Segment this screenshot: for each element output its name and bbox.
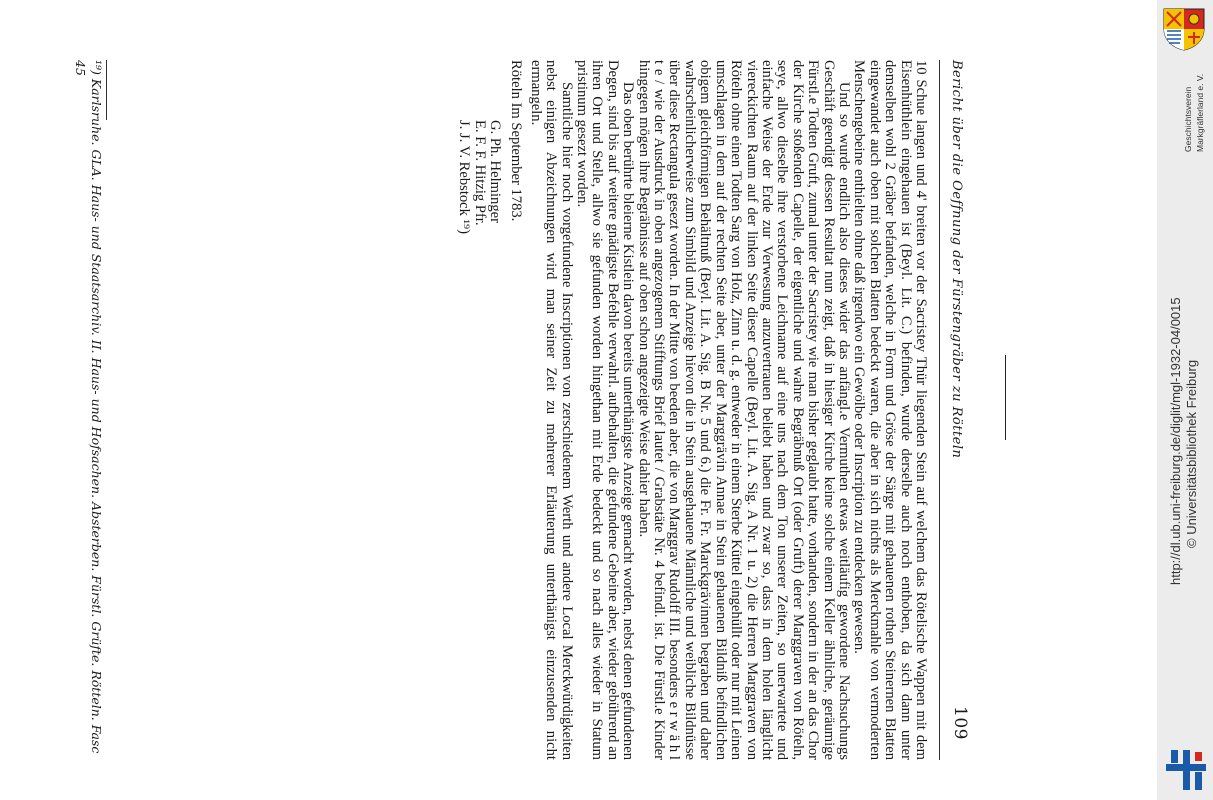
section-divider bbox=[1005, 355, 1006, 440]
running-title: Bericht über die Oeffnung der Fürstengräber zu Rötteln bbox=[949, 60, 964, 459]
footnote: ¹⁹) Karlsruhe. GLA. Haus- und Staatsarchiv. II. Haus- und Hofsachen. Absterben. Fürstl. Grüfte. Rötteln. Fasc 45 bbox=[73, 60, 104, 754]
place-date: Röteln Im September 1783. bbox=[508, 60, 525, 222]
paragraph: Und so wurde endlich also dieses wider das anfängl.e Vermuthen etwas weitläufig gewordene Nachsuchungs Geschäft geendigt dessen Resultat nun zeigt, daß in hiesiger Kirche keine solche einem Keller ähnliche, geräumige Fürstl.e Todten Gruft, zumal unter der Sacristey wie man bisher geglaubt hatte, vorhanden, sondern in der an das Chor der Kirche stoßenden Capelle, der eigentliche und wahre Begräbnuß Ort (oder Gruft) derer Marggraven von Röteln, seye, allwo dieselbe ihre verstorbene Leichname auf eine uns nach dem Ton unserer Zeiten, so unerwartete und einfache Weise der Erde zur Verwesung anzuvertrauen beliebt haben und zwar so, dass in dem holen länglicht viereckichten Raum auf der linken Seite dieser Capelle (Beyl. Lit. A. Sig. A Nr. 1 u. 2) die Herren Marggraven von Röteln ohne einen Todten Sarg von Holz, Zinn u. d. g. entweder in einem Sterbe Küttel eingehüllt oder nur mit Leinen umschlagen in dem auf der rechten Seite aber, unter der Marggrävin Annae in Stein gehauenen Bildniß befindlichen obigem gleichförmigen Behältnuß (Beyl. Lit. A. Sig. B Nr. 5 und 6.) die Fr. Fr. Marckgrävinnen begraben und daher wahrscheinlicherweise zum Simbild und Anzeige hievon die in Stein ausgehauene Männliche und weibliche Bildnüsse über diese Rectangula gesezt worden. In der Mitte von beeden aber, die von Marggrav Rudolff III. besonders e r w ä h l t e / wie der Ausdruck in oben angezogenem Stifftungs Brief lautet / Grabstäte Nr. 4 befindl. ist. Die Fürstl.e Kinder hingegen mögen ihre Begräbnisse auf oben schon angezeigte Weise dahier haben. bbox=[635, 60, 852, 760]
running-head bbox=[946, 60, 970, 740]
permalink-url[interactable]: http://dl.ub.uni-freiburg.de/diglit/mgl-1932-04/0015 bbox=[1168, 297, 1183, 585]
signature: J. J. V. Rebstock ¹⁹) bbox=[456, 120, 473, 234]
paragraph: Das oben berührte bleierne Kistlein davon bereits unterthänigste Anzeige gemacht worden, nebst denen gefundenen Degen, sind bis auf weitere gnädigste Befehle verwahrl. aufbehalten, die gefundene Gebeine aber, wieder gebührend an ihren Ort und Stelle, allwo sie gefunden worden hingethan mit Erde bedeckt und so nach alles wieder in Statum pristinum gesezt worden. bbox=[574, 60, 637, 760]
body-text bbox=[456, 60, 928, 760]
copyright-notice: © Universitätsbibliothek Freiburg bbox=[1184, 359, 1199, 548]
header-rule bbox=[939, 60, 940, 760]
page-number: 109 bbox=[950, 706, 970, 740]
footnote-rule bbox=[106, 60, 107, 120]
signatures bbox=[456, 120, 502, 760]
signature: G. Ph. Helminger bbox=[487, 120, 504, 223]
ub-freiburg-logo-icon bbox=[1166, 750, 1206, 790]
scanned-page bbox=[60, 0, 980, 800]
society-name-line1: Geschichtsverein bbox=[1183, 86, 1193, 152]
paragraph: 10 Schue langen und 4' breiten vor der Sacristey Thür liegenden Stein auf welchem das Rötelische Wappen mit dem Eisenhüthlein eingehauen ist (Beyl. Lit. C.) befinden, wurde derselbe auch noch enthoben, da sich dann unter demselben wohl 2 Gräber befanden, welche in Form und Gröse der Särge mit gehauenen rothen Steinernen Blatten eingewandet auch oben mit solchen Blatten bedeckt waren, die aber in sich nichts als Merckmahle von vermoderten Menschengebeine enthielten ohne daß irgendwo ein Gewölbe oder Inscription zu entdecken gewesen. bbox=[851, 60, 929, 760]
signature: E. F. F. Hitzig Pfr. bbox=[471, 120, 488, 226]
society-crest-icon bbox=[1161, 7, 1207, 51]
society-name-line2: Markgräflerland e. V. bbox=[1195, 73, 1205, 152]
paragraph: Samtliche hier noch vorgefundene Inscriptionen von zerschiedenem Werth und andere Local Merckwürdigkeiten nebst einigen Abzeichnungen wird man seiner Zeit zu mehrerer Erläuterung unterthänigst einzusenden nicht ermangeln. bbox=[527, 60, 575, 760]
